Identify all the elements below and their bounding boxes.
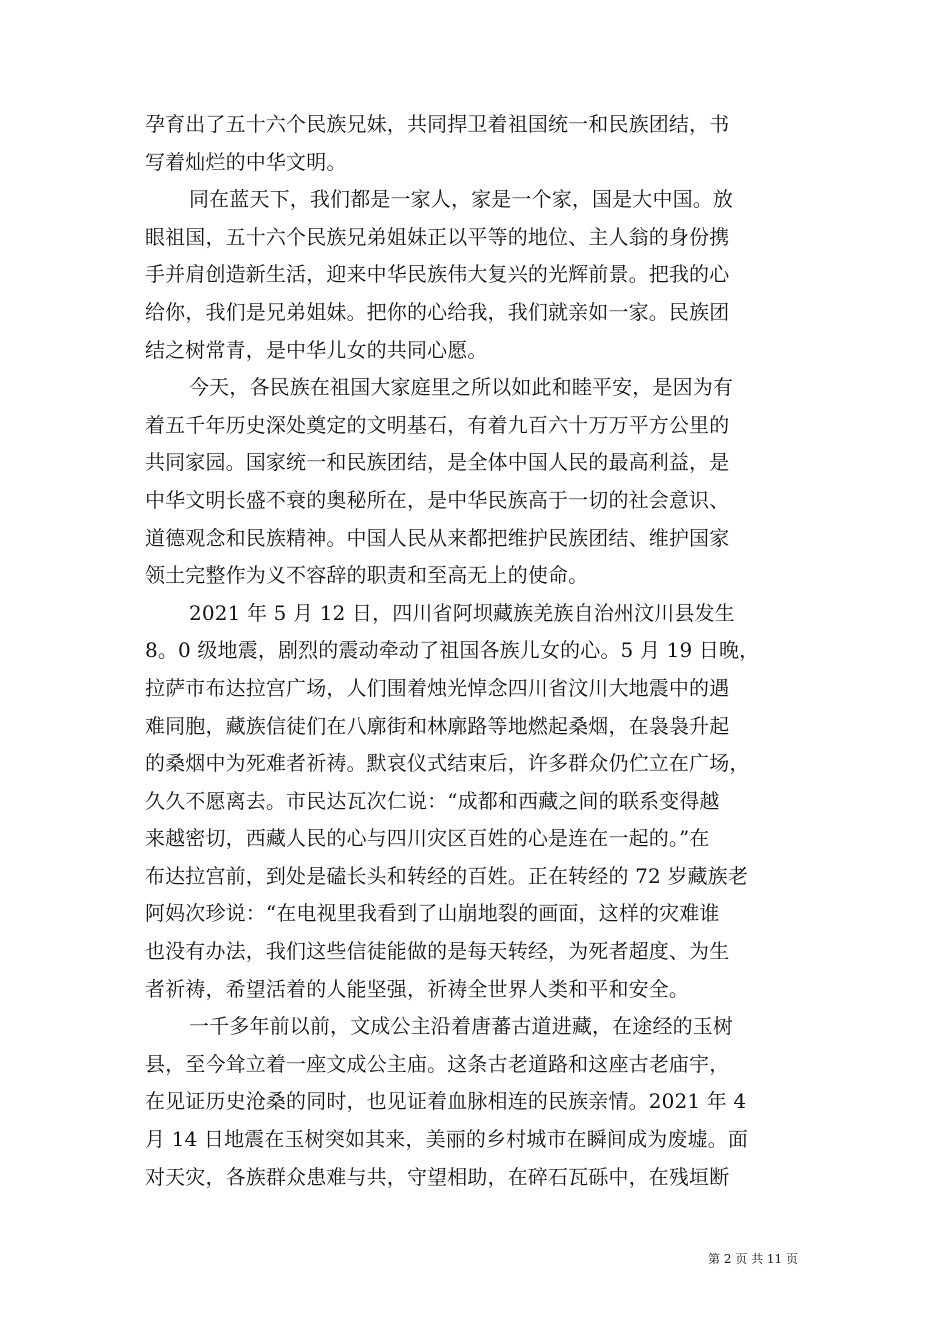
paragraph-5 — [145, 1008, 805, 1196]
page-number-footer: 第 2 页 共 11 页 — [708, 1252, 798, 1266]
text-line: 共同家园。国家统一和民族团结，是全体中国人民的最高利益，是 — [145, 450, 730, 475]
document-body — [145, 106, 805, 1196]
text-line: 一千多年前以前，文成公主沿着唐蕃古道进藏，在途经的玉树 — [189, 1014, 734, 1039]
text-line: 中华文明长盛不衰的奥秘所在，是中华民族高于一切的社会意识、 — [145, 487, 730, 512]
text-line: 给你，我们是兄弟姐妹。把你的心给我，我们就亲如一家。民族团 — [145, 299, 730, 324]
paragraph-1 — [145, 106, 805, 181]
text-line: 布达拉宫前，到处是磕长头和转经的百姓。正在转经的 72 岁藏族老 — [145, 863, 748, 888]
text-line: 者祈祷，希望活着的人能坚强，祈祷全世界人类和平和安全。 — [145, 976, 690, 1001]
text-line: 道德观念和民族精神。中国人民从来都把维护民族团结、维护国家 — [145, 525, 730, 550]
text-line: 难同胞，藏族信徒们在八廓街和林廓路等地燃起桑烟，在袅袅升起 — [145, 713, 730, 738]
text-line: 拉萨市布达拉宫广场，人们围着烛光悼念四川省汶川大地震中的遇 — [145, 675, 730, 700]
text-line: 月 14 日地震在玉树突如其来，美丽的乡村城市在瞬间成为废墟。面 — [145, 1127, 748, 1152]
text-line: 久久不愿离去。市民达瓦次仁说：“成都和西藏之间的联系变得越 — [145, 788, 720, 813]
text-line: 在见证历史沧桑的同时，也见证着血脉相连的民族亲情。2021 年 4 — [145, 1089, 747, 1114]
text-line: 的桑烟中为死难者祈祷。默哀仪式结束后，许多群众仍伫立在广场， — [145, 751, 750, 776]
text-line: 结之树常青，是中华儿女的共同心愿。 — [145, 337, 488, 362]
text-line: 也没有办法，我们这些信徒能做的是每天转经，为死者超度、为生 — [145, 939, 730, 964]
text-line: 领土完整作为义不容辞的职责和至高无上的使命。 — [145, 563, 589, 588]
text-line: 同在蓝天下，我们都是一家人，家是一个家，国是大中国。放 — [189, 187, 734, 212]
paragraph-2 — [145, 181, 805, 369]
text-line: 8。0 级地震，剧烈的震动牵动了祖国各族儿女的心。5 月 19 日晚， — [145, 638, 760, 663]
text-line: 2021 年 5 月 12 日，四川省阿坝藏族羌族自治州汶川县发生 — [189, 600, 735, 625]
text-line: 手并肩创造新生活，迎来中华民族伟大复兴的光辉前景。把我的心 — [145, 262, 730, 287]
text-line: 今天，各民族在祖国大家庭里之所以如此和睦平安，是因为有 — [189, 375, 734, 400]
text-line: 来越密切，西藏人民的心与四川灾区百姓的心是连在一起的。”在 — [145, 826, 710, 851]
paragraph-3 — [145, 369, 805, 595]
text-line: 写着灿烂的中华文明。 — [145, 149, 347, 174]
text-line: 对天灾，各族群众患难与共，守望相助，在碎石瓦砾中，在残垣断 — [145, 1164, 730, 1189]
text-line: 县，至今耸立着一座文成公主庙。这条古老道路和这座古老庙宇， — [145, 1051, 730, 1076]
text-line: 孕育出了五十六个民族兄妹，共同捍卫着祖国统一和民族团结，书 — [145, 112, 730, 136]
text-line: 眼祖国，五十六个民族兄弟姐妹正以平等的地位、主人翁的身份携 — [145, 224, 730, 249]
text-line: 阿妈次珍说：“在电视里我看到了山崩地裂的画面，这样的灾难谁 — [145, 901, 720, 926]
text-line: 着五千年历史深处奠定的文明基石，有着九百六十万万平方公里的 — [145, 412, 730, 437]
paragraph-4 — [145, 595, 805, 1009]
